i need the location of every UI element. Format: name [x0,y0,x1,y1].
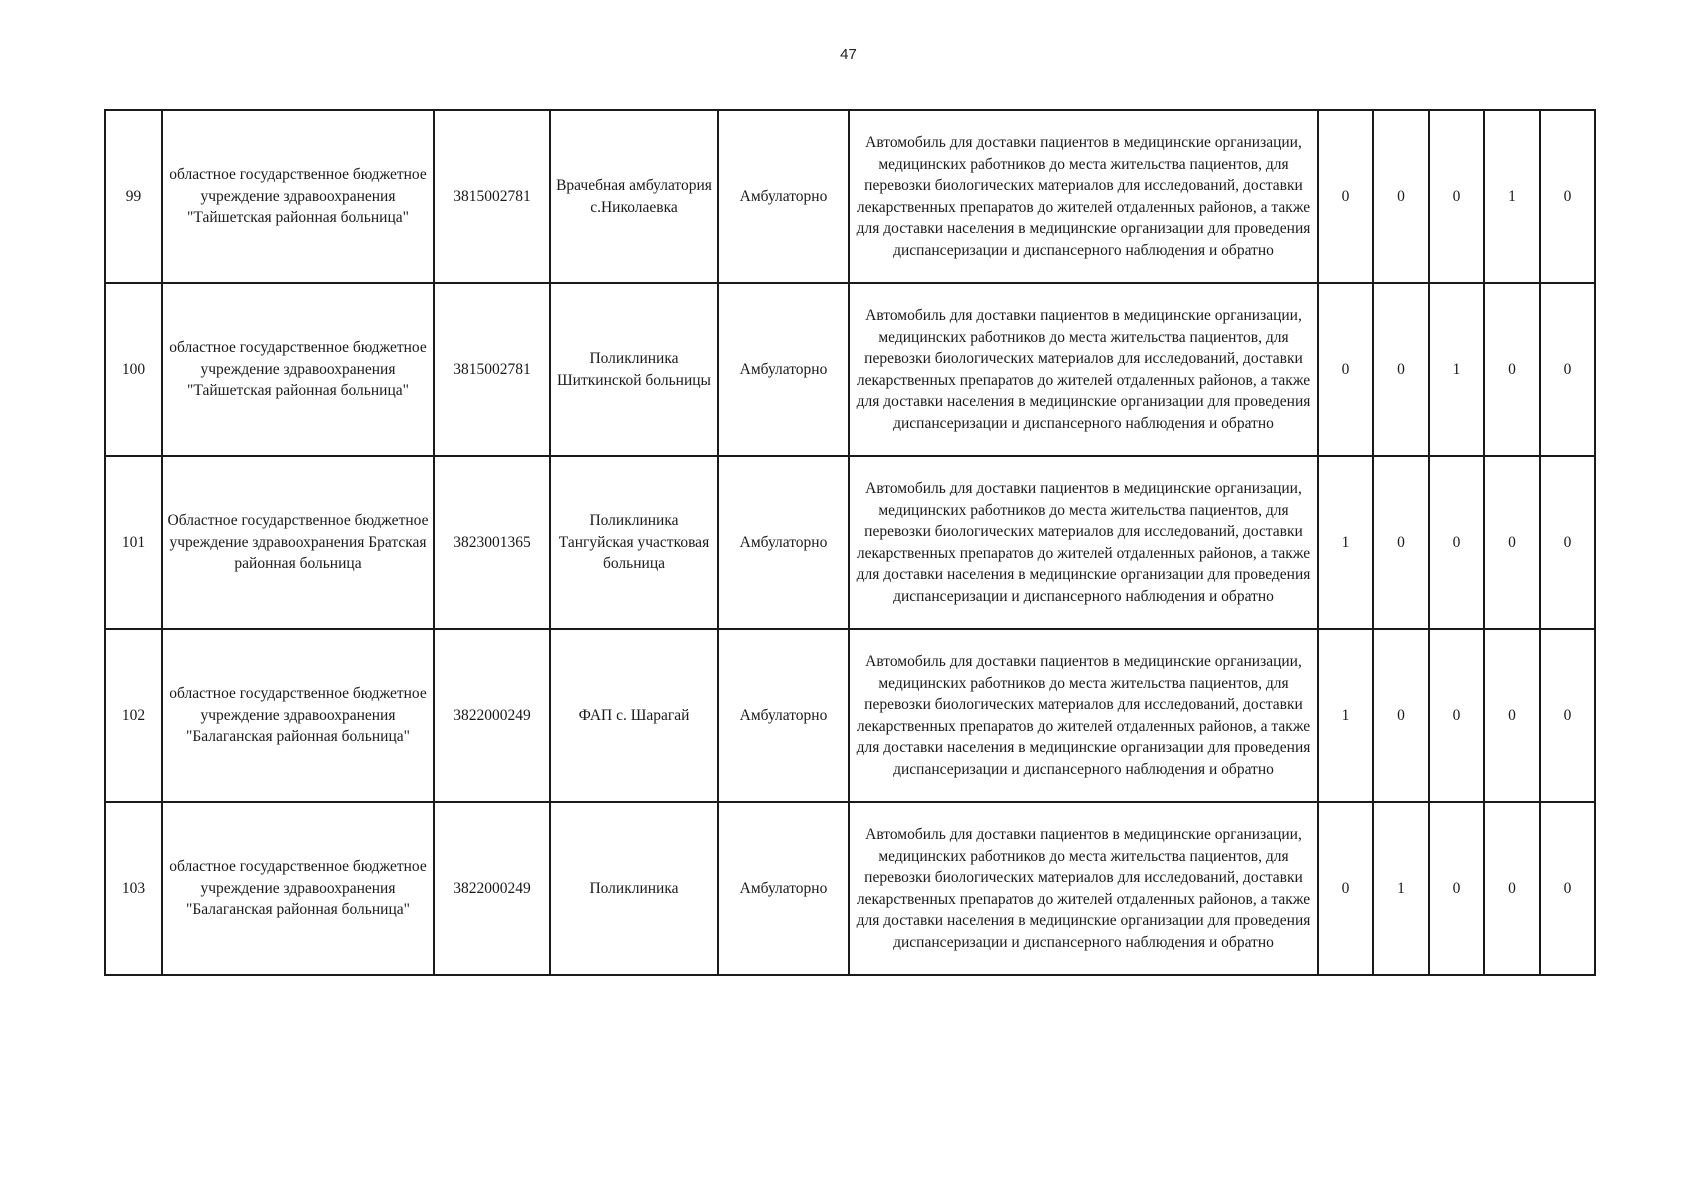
row-number: 100 [105,283,162,456]
subdivision-name: Поликлиника Шиткинской больницы [550,283,718,456]
count-cell: 0 [1540,629,1595,802]
inn-code: 3823001365 [434,456,550,629]
care-type: Амбулаторно [718,802,849,975]
count-cell: 0 [1484,629,1540,802]
count-cell: 0 [1318,110,1373,283]
table-row [105,802,1595,975]
subdivision-name: ФАП с. Шарагай [550,629,718,802]
page-number: 47 [840,46,857,63]
count-cell: 0 [1373,629,1429,802]
count-cell: 0 [1429,456,1484,629]
care-type: Амбулаторно [718,629,849,802]
vehicle-purpose: Автомобиль для доставки пациентов в медицинские организации, медицинских работников до места жительства пациентов, для перевозки биологических материалов для исследований, доставки лекарственных препаратов до жителей отдаленных районов, а также для доставки населения в медицинские организации для проведения диспансеризации и диспансерного наблюдения и обратно [849,283,1318,456]
table-row [105,629,1595,802]
count-cell: 0 [1484,802,1540,975]
count-cell: 0 [1318,283,1373,456]
count-cell: 0 [1540,283,1595,456]
table-row [105,283,1595,456]
row-number: 99 [105,110,162,283]
inn-code: 3822000249 [434,802,550,975]
table-row [105,110,1595,283]
count-cell: 1 [1373,802,1429,975]
count-cell: 0 [1429,629,1484,802]
count-cell: 1 [1484,110,1540,283]
row-number: 101 [105,456,162,629]
vehicle-purpose: Автомобиль для доставки пациентов в медицинские организации, медицинских работников до места жительства пациентов, для перевозки биологических материалов для исследований, доставки лекарственных препаратов до жителей отдаленных районов, а также для доставки населения в медицинские организации для проведения диспансеризации и диспансерного наблюдения и обратно [849,110,1318,283]
row-number: 103 [105,802,162,975]
row-number: 102 [105,629,162,802]
count-cell: 0 [1373,456,1429,629]
organization-name: Областное государственное бюджетное учреждение здравоохранения Братская районная больница [162,456,434,629]
vehicle-allocation-table [104,109,1596,976]
vehicle-purpose: Автомобиль для доставки пациентов в медицинские организации, медицинских работников до места жительства пациентов, для перевозки биологических материалов для исследований, доставки лекарственных препаратов до жителей отдаленных районов, а также для доставки населения в медицинские организации для проведения диспансеризации и диспансерного наблюдения и обратно [849,629,1318,802]
count-cell: 0 [1429,802,1484,975]
count-cell: 0 [1484,283,1540,456]
care-type: Амбулаторно [718,110,849,283]
organization-name: областное государственное бюджетное учреждение здравоохранения "Тайшетская районная больница" [162,283,434,456]
care-type: Амбулаторно [718,456,849,629]
count-cell: 0 [1540,456,1595,629]
inn-code: 3815002781 [434,283,550,456]
table-row [105,456,1595,629]
count-cell: 0 [1540,110,1595,283]
organization-name: областное государственное бюджетное учреждение здравоохранения "Балаганская районная больница" [162,802,434,975]
subdivision-name: Врачебная амбулатория с.Николаевка [550,110,718,283]
count-cell: 1 [1318,629,1373,802]
inn-code: 3815002781 [434,110,550,283]
subdivision-name: Поликлиника [550,802,718,975]
count-cell: 0 [1373,110,1429,283]
subdivision-name: Поликлиника Тангуйская участковая больница [550,456,718,629]
vehicle-purpose: Автомобиль для доставки пациентов в медицинские организации, медицинских работников до места жительства пациентов, для перевозки биологических материалов для исследований, доставки лекарственных препаратов до жителей отдаленных районов, а также для доставки населения в медицинские организации для проведения диспансеризации и диспансерного наблюдения и обратно [849,456,1318,629]
count-cell: 1 [1429,283,1484,456]
count-cell: 0 [1373,283,1429,456]
vehicle-purpose: Автомобиль для доставки пациентов в медицинские организации, медицинских работников до места жительства пациентов, для перевозки биологических материалов для исследований, доставки лекарственных препаратов до жителей отдаленных районов, а также для доставки населения в медицинские организации для проведения диспансеризации и диспансерного наблюдения и обратно [849,802,1318,975]
count-cell: 0 [1540,802,1595,975]
organization-name: областное государственное бюджетное учреждение здравоохранения "Балаганская районная больница" [162,629,434,802]
count-cell: 0 [1429,110,1484,283]
organization-name: областное государственное бюджетное учреждение здравоохранения "Тайшетская районная больница" [162,110,434,283]
care-type: Амбулаторно [718,283,849,456]
inn-code: 3822000249 [434,629,550,802]
count-cell: 0 [1484,456,1540,629]
count-cell: 0 [1318,802,1373,975]
count-cell: 1 [1318,456,1373,629]
